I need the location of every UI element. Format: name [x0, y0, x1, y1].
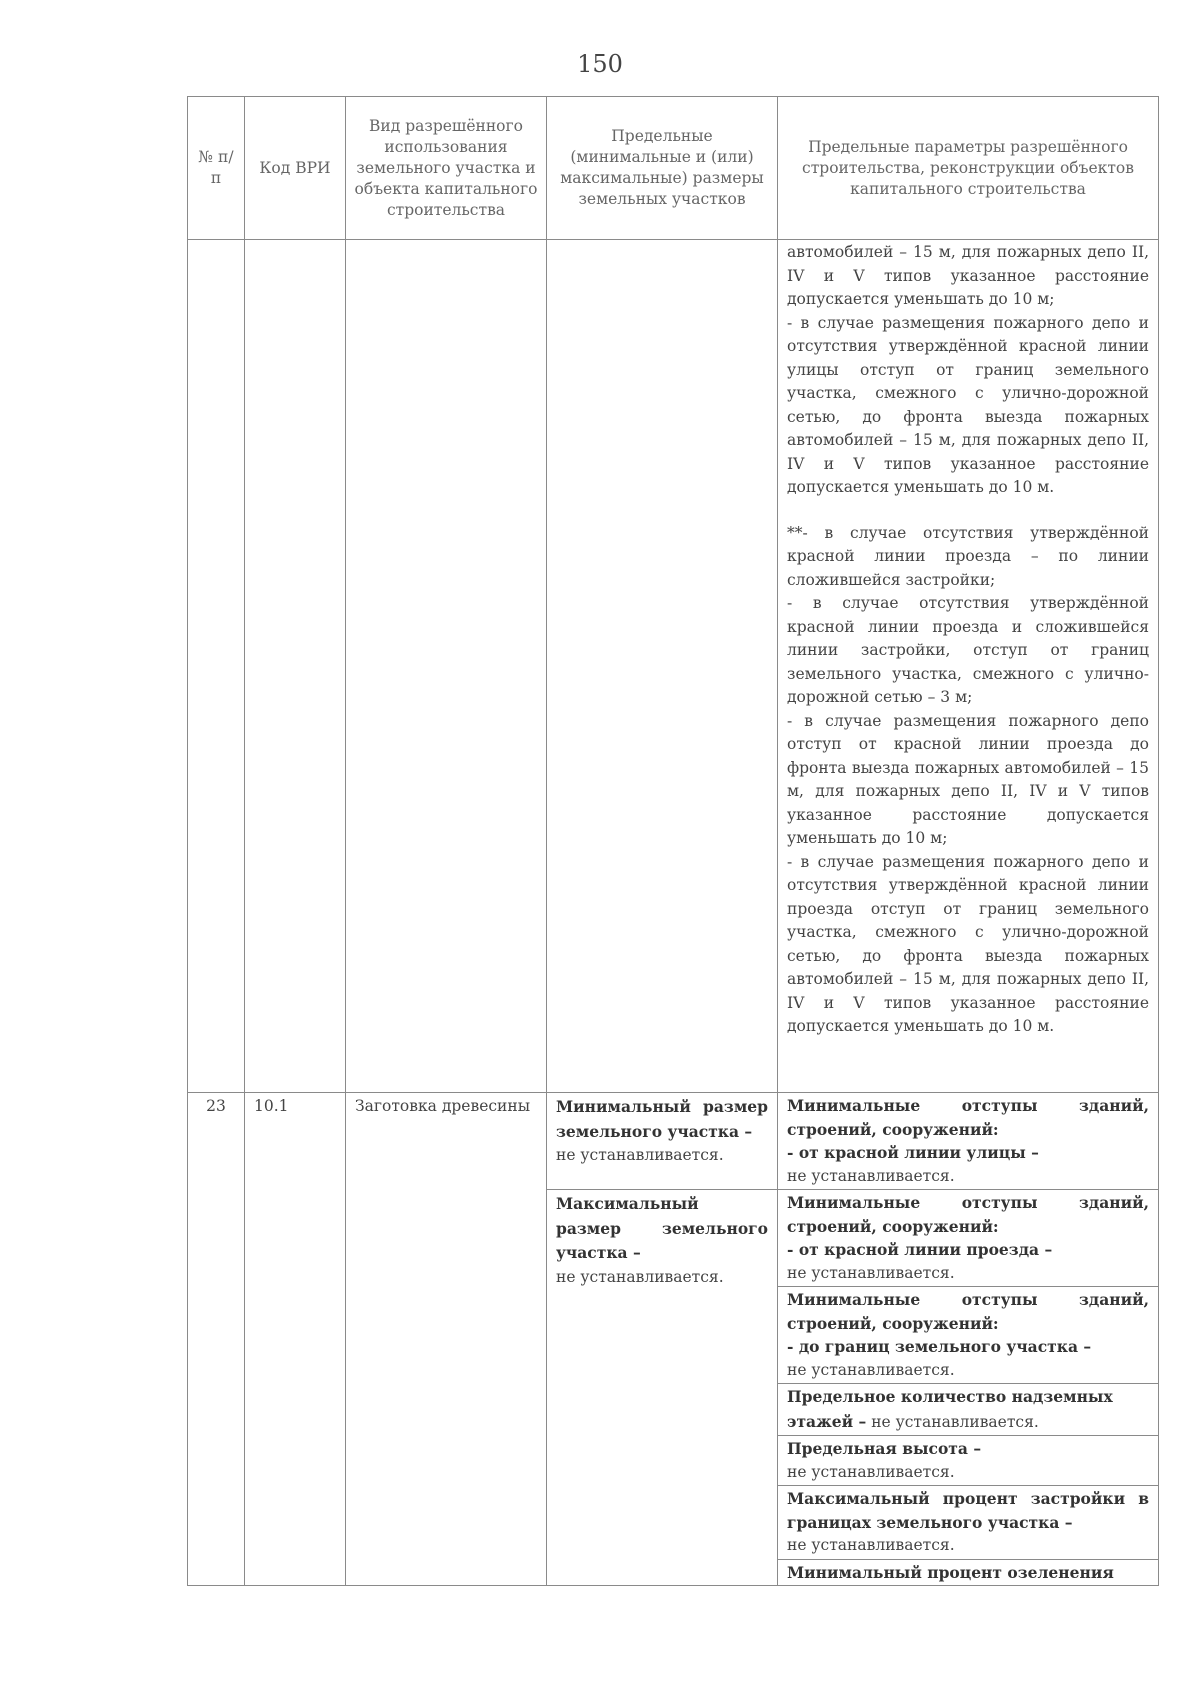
param-label: Минимальные отступы зданий, строений, сооружений:	[787, 1193, 1149, 1236]
cell-param	[778, 1190, 1159, 1287]
param-value: не устанавливается.	[787, 1462, 955, 1481]
cell-param	[778, 1436, 1159, 1486]
param-label: Минимальные отступы зданий, строений, сооружений:	[787, 1096, 1149, 1139]
param-value: не устанавливается.	[787, 1263, 955, 1282]
max-size-value: не устанавливается.	[556, 1267, 724, 1286]
paragraph: автомобилей – 15 м, для пожарных депо II, IV и V типов указанное расстояние допускается уменьшать до 10 м;	[787, 243, 1149, 308]
paragraph: **- в случае отсутствия утверждённой красной линии проезда – по линии сложившейся застройки;	[787, 523, 1149, 589]
paragraph: - в случае размещения пожарного депо и отсутствия утверждённой красной линии проезда отступ от границ земельного участка, смежного с улично-дорожной сетью, до фронта выезда пожарных автомобилей – 15 м, для пожарных депо II, IV и V типов указанное расстояние допускается уменьшать до 10 м.	[787, 852, 1149, 1035]
header-kind: Вид разрешённого использования земельного участка и объекта капитального строительства	[346, 97, 547, 240]
cell-empty	[547, 240, 778, 1093]
cell-empty	[346, 240, 547, 1093]
cell-code: 10.1	[245, 1093, 346, 1586]
min-size-value: не устанавливается.	[556, 1146, 724, 1164]
param-sublabel: - от красной линии проезда –	[787, 1240, 1053, 1259]
paragraph: - в случае размещения пожарного депо и отсутствия утверждённой красной линии улицы отступ от границ земельного участка, смежного с улично-дорожной сетью, до фронта выезда пожарных автомобилей – 15 м, для пожарных депо II, IV и V типов указанное расстояние допускается уменьшать до 10 м.	[787, 313, 1149, 496]
table-row-23	[188, 1093, 1159, 1190]
cell-kind: Заготовка древесины	[346, 1093, 547, 1586]
min-size-label: Минимальный размер земельного участка –	[556, 1097, 768, 1141]
cell-param	[778, 1559, 1159, 1586]
cell-max-size	[547, 1190, 778, 1586]
param-sublabel: - до границ земельного участка –	[787, 1337, 1092, 1356]
cell-empty	[245, 240, 346, 1093]
page-number: 150	[577, 50, 623, 78]
param-label: Минимальные отступы зданий, строений, сооружений:	[787, 1290, 1149, 1333]
param-value: не устанавливается.	[871, 1412, 1039, 1431]
param-value: не устанавливается.	[787, 1166, 955, 1185]
param-label: Максимальный процент застройки в границах земельного участка –	[787, 1489, 1149, 1532]
cell-param	[778, 1486, 1159, 1560]
cell-empty	[188, 240, 245, 1093]
cell-row-number: 23	[188, 1093, 245, 1586]
param-label: Предельное количество надземных этажей –	[787, 1387, 1113, 1431]
cell-continuation-text	[778, 240, 1159, 1093]
header-code: Код ВРИ	[245, 97, 346, 240]
cell-param	[778, 1384, 1159, 1436]
cell-min-size	[547, 1093, 778, 1190]
cell-param	[778, 1093, 1159, 1190]
param-sublabel: - от красной линии улицы –	[787, 1143, 1039, 1162]
table-row-continuation	[188, 240, 1159, 1093]
param-value: не устанавливается.	[787, 1360, 955, 1379]
paragraph: - в случае отсутствия утверждённой красной линии проезда и сложившейся линии застройки, отступ от границ земельного участка, смежного с улично-дорожной сетью – 3 м;	[787, 594, 1149, 706]
header-plot-size: Предельные (минимальные и (или) максимальные) размеры земельных участков	[547, 97, 778, 240]
header-build-params: Предельные параметры разрешённого строительства, реконструкции объектов капитального строительства	[778, 97, 1159, 240]
paragraph: - в случае размещения пожарного депо отступ от красной линии проезда до фронта выезда пожарных автомобилей – 15 м, для пожарных депо II, IV и V типов указанное расстояние допускается уменьшать до 10 м;	[787, 711, 1149, 847]
table-header-row	[188, 97, 1159, 240]
header-number: № п/п	[188, 97, 245, 240]
max-size-label: Максимальный размер земельного участка –	[556, 1194, 768, 1262]
cell-param	[778, 1287, 1159, 1384]
param-label: Предельная высота –	[787, 1439, 982, 1458]
param-value: не устанавливается.	[787, 1536, 955, 1554]
param-label: Минимальный процент озеленения	[787, 1562, 1114, 1582]
regulations-table	[187, 96, 1159, 1586]
